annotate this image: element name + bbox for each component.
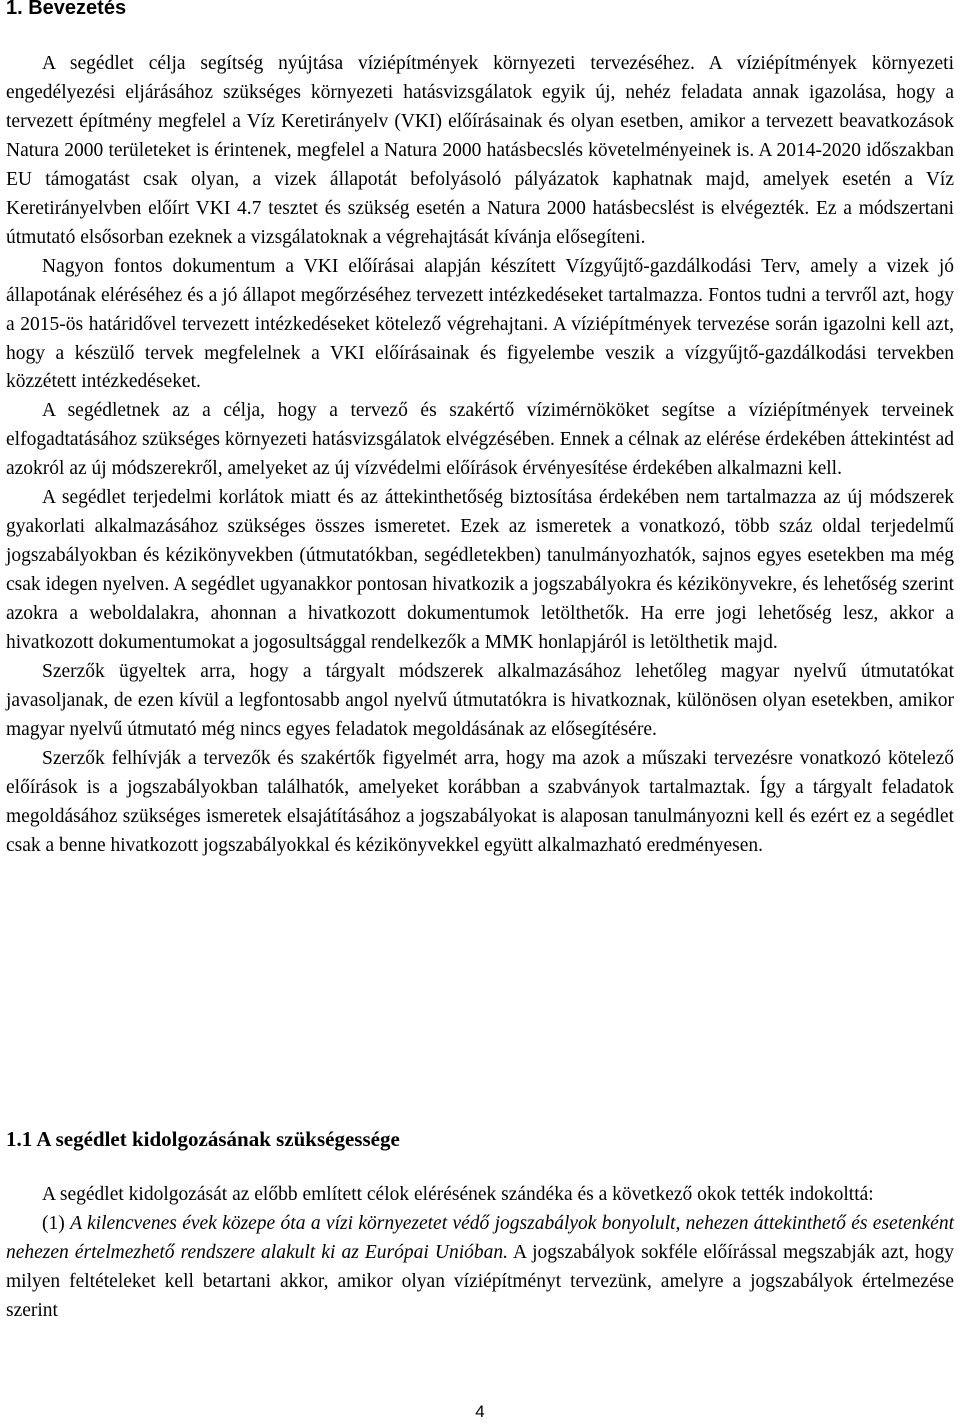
list-item-italic-text: A kilencvenes évek közepe óta a vízi környezetet védő jogszabályok bonyolult, nehezen áttekinthető és esetenként nehezen értelmezhető rendszere alakult ki az Európai Unióban. [6, 1212, 954, 1263]
page-number: 4 [475, 1402, 485, 1421]
paragraph: Szerzők ügyeltek arra, hogy a tárgyalt módszerek alkalmazásához lehetőleg magyar nyelvű útmutatókat javasoljanak, de ezen kívül a legfontosabb angol nyelvű útmutatókra is hivatkoznak, különösen olyan esetekben, amikor magyar nyelvű útmutató még nincs egyes feladatok megoldásának az elősegítésére. [6, 661, 954, 740]
introduction-body [6, 50, 954, 861]
paragraph: Nagyon fontos dokumentum a VKI előírásai alapján készített Vízgyűjtő-gazdálkodási Terv, amely a vizek jó állapotának eléréséhez és a jó állapot megőrzéséhez tervezett intézkedéseket tartalmazza. Fontos tudni a tervről azt, hogy a 2015-ös határidővel tervezett intézkedéseket kötelező végrehajtani. A víziépítmények tervezése során igazolni kell azt, hogy a készülő tervek megfelelnek a VKI előírásainak és figyelembe veszik a vízgyűjtő-gazdálkodási tervekben közzétett intézkedéseket. [6, 255, 954, 393]
subsection-body [6, 1181, 954, 1326]
section-title: 1. Bevezetés [6, 0, 127, 19]
paragraph: A segédlet terjedelmi korlátok miatt és az áttekinthetőség biztosítása érdekében nem tartalmazza az új módszerek gyakorlati alkalmazásához szükséges összes ismeretet. Ezek az ismeretek a vonatkozó, több száz oldal terjedelmű jogszabályokban és kézikönyvekben (útmutatókban, segédletekben) tanulmányozhatók, sajnos egyes esetekben ma még csak idegen nyelven. A segédlet ugyanakkor pontosan hivatkozik a jogszabályokra és kézikönyvekre, és lehetőség szerint azokra a weboldalakra, ahonnan a hivatkozott dokumentumok letölthetők. Ha erre jogi lehetőség lesz, akkor a hivatkozott dokumentumokat a jogosultsággal rendelkezők a MMK honlapjáról is letölthetik majd. [6, 487, 954, 654]
subsection-title: 1.1 A segédlet kidolgozásának szükségessége [6, 1127, 400, 1151]
list-marker: (1) [42, 1212, 65, 1234]
list-item-text: A jogszabályok sokféle előírással megszabják azt, hogy milyen feltételeket kell betartani akkor, amikor olyan víziépítményt tervezünk, amelyre a jogszabályok értelmezése szerint [6, 1241, 954, 1321]
paragraph: A segédlet kidolgozását az előbb említett célok elérésének szándéka és a következő okok tették indokolttá: [42, 1184, 874, 1205]
paragraph: A segédletnek az a célja, hogy a tervező és szakértő vízimérnököket segítse a víziépítmények terveinek elfogadtatásához szükséges környezeti hatásvizsgálatok elvégzésében. Ennek a célnak az elérése érdekében áttekintést ad azokról az új módszerekről, amelyeket az új vízvédelmi előírások érvényesítése érdekében alkalmazni kell. [6, 400, 954, 480]
list-item [6, 1210, 954, 1326]
paragraph: A segédlet célja segítség nyújtása víziépítmények környezeti tervezéséhez. A víziépítmények környezeti engedélyezési eljárásához szükséges környezeti hatásvizsgálatok egyik új, nehéz feladata annak igazolása, hogy a tervezett építmény megfelel a Víz Keretirányelv (VKI) előírásainak és olyan esetben, amikor a tervezett beavatkozások Natura 2000 területeket is érintenek, megfelel a Natura 2000 hatásbecslés követelményeinek is. A 2014-2020 időszakban EU támogatást csak olyan, a vizek állapotát befolyásoló pályázatok kaphatnak majd, amelyek esetén a Víz Keretirányelvben előírt VKI 4.7 tesztet és szükség esetén a Natura 2000 hatásbecslést is elvégezték. Ez a módszertani útmutató elsősorban ezeknek a vizsgálatoknak a végrehajtását kívánja elősegíteni. [6, 53, 954, 248]
paragraph: Szerzők felhívják a tervezők és szakértők figyelmét arra, hogy ma azok a műszaki tervezésre vonatkozó kötelező előírások is a jogszabályokban találhatók, amelyeket korábban a szabványok tartalmaztak. Így a tárgyalt feladatok megoldásához szükséges ismeretek elsajátításához a jogszabályokat is alaposan tanulmányozni kell és ezért ez a segédlet csak a benne hivatkozott jogszabályokkal és kézikönyvekkel együtt alkalmazható eredményesen. [6, 747, 954, 856]
